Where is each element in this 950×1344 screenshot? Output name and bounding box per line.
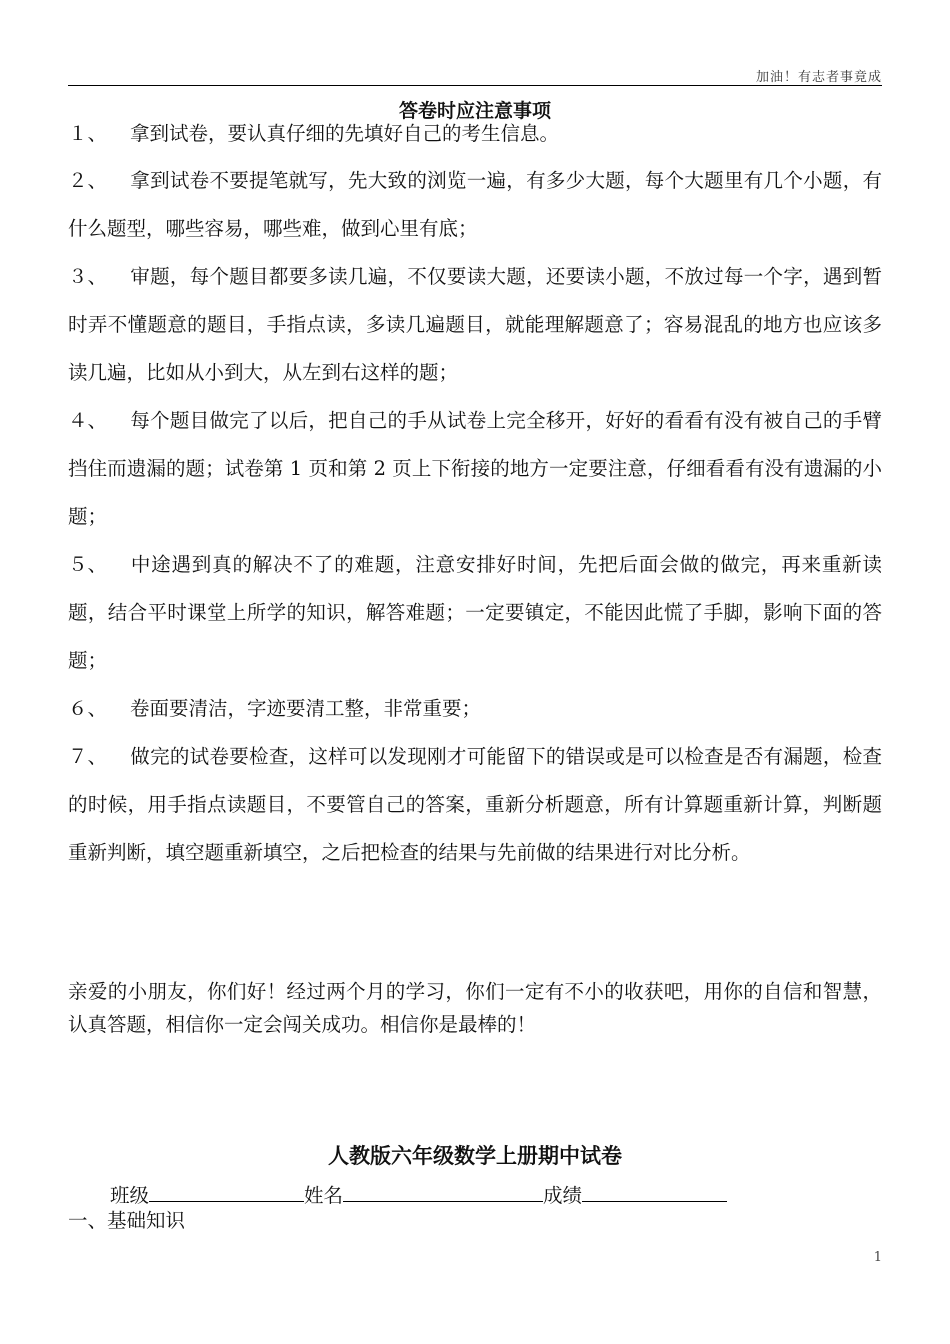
class-blank[interactable] [149,1183,304,1202]
name-blank[interactable] [343,1183,543,1202]
notice-item-7 [68,733,882,877]
score-blank[interactable] [582,1183,727,1202]
item-text: 审题，每个题目都要多读几遍，不仅要读大题，还要读小题，不放过每一个字，遇到暂时弄不懂题意的题目，手指点读，多读几遍题目，就能理解题意了；容易混乱的地方也应该多读几遍，比如从小到大，从左到右这样的题； [68,265,882,384]
item-text: 拿到试卷不要提笔就写，先大致的浏览一遍，有多少大题，每个大题里有几个小题，有什么题型，哪些容易，哪些难，做到心里有底； [68,169,882,240]
item-number: ４、 [68,409,108,432]
item-text: 拿到试卷，要认真仔细的先填好自己的考生信息。 [130,122,560,145]
item-number: ２、 [68,169,108,192]
name-label: 姓名 [304,1184,344,1207]
notice-list [68,114,882,877]
item-number: １、 [68,122,108,145]
item-number: ３、 [68,265,108,288]
header-motto: 加油！有志者事竟成 [755,70,882,85]
exam-title: 人教版六年级数学上册期中试卷 [328,1143,622,1168]
header-rule [68,85,882,86]
greeting-paragraph: 亲爱的小朋友，你们好！经过两个月的学习，你们一定有不小的收获吧，用你的自信和智慧，认真答题，相信你一定会闯关成功。相信你是最棒的！ [68,980,882,1036]
notice-item-4 [68,397,882,541]
notice-item-5 [68,541,882,685]
item-number: ５、 [68,553,108,576]
class-label: 班级 [110,1184,150,1207]
item-text: 卷面要清洁，字迹要清工整，非常重要； [130,697,482,720]
notice-title: 答卷时应注意事项 [398,100,551,122]
page-number: 1 [873,1250,882,1265]
student-info-line [110,1180,727,1208]
item-text: 中途遇到真的解决不了的难题，注意安排好时间，先把后面会做的做完，再来重新读题，结合平时课堂上所学的知识，解答难题；一定要镇定，不能因此慌了手脚，影响下面的答题； [68,553,882,672]
score-label: 成绩 [543,1184,583,1207]
notice-item-2 [68,157,882,253]
item-number: ７、 [68,745,108,768]
notice-item-1 [68,114,882,154]
item-text: 每个题目做完了以后，把自己的手从试卷上完全移开，好好的看看有没有被自己的手臂挡住而遗漏的题；试卷第 1 页和第 2 页上下衔接的地方一定要注意，仔细看看有没有遗漏的小题； [68,409,882,528]
section-heading: 一、基础知识 [68,1209,186,1232]
item-number: ６、 [68,697,108,720]
notice-item-3 [68,253,882,397]
item-text: 做完的试卷要检查，这样可以发现刚才可能留下的错误或是可以检查是否有漏题，检查的时候，用手指点读题目，不要管自己的答案，重新分析题意，所有计算题重新计算，判断题重新判断，填空题重新填空，之后把检查的结果与先前做的结果进行对比分析。 [68,745,882,864]
notice-item-6 [68,685,882,733]
